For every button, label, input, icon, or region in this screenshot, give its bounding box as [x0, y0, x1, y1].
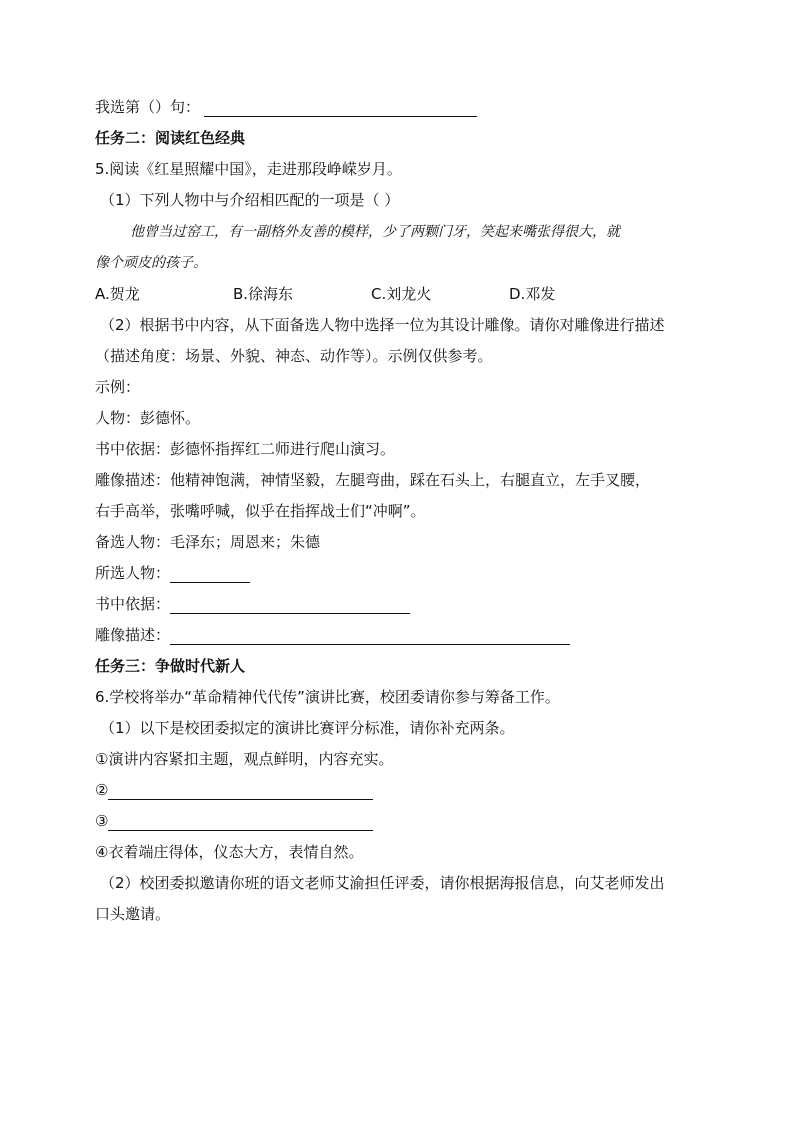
question-6-1: （1）以下是校团委拟定的演讲比赛评分标准，请你补充两条。	[100, 719, 515, 737]
statue-description-line	[95, 625, 570, 645]
choose-line-suffix: ）句：	[155, 98, 201, 116]
question-5: 5.阅读《红星照耀中国》，走进那段峥嵘岁月。	[95, 160, 402, 178]
criteria-item-1: ①演讲内容紧扣主题，观点鲜明，内容充实。	[95, 750, 394, 768]
example-person: 人物：彭德怀。	[95, 409, 201, 427]
question-5-1: （1）下列人物中与介绍相匹配的一项是（ ）	[100, 191, 400, 209]
option-a[interactable]: A.贺龙	[95, 285, 140, 303]
example-label: 示例：	[95, 378, 141, 396]
task3-title: 任务三：争做时代新人	[95, 657, 246, 675]
task2-title: 任务二：阅读红色经典	[95, 129, 246, 147]
criteria-item-3-line	[95, 811, 373, 831]
criteria-item-3-blank[interactable]	[108, 814, 373, 831]
question-5-2-line-1: （2）根据书中内容，从下面备选人物中选择一位为其设计雕像。请你对雕像进行描述	[100, 316, 665, 334]
book-basis-line	[95, 594, 410, 614]
selected-person-line	[95, 563, 250, 583]
example-description-line-1: 雕像描述：他精神饱满，神情坚毅，左腿弯曲，踩在石头上，右腿直立，左手叉腰，	[95, 471, 651, 489]
selected-person-blank[interactable]	[170, 566, 250, 583]
question-6-2-line-1: （2）校团委拟邀请你班的语文老师艾渝担任评委，请你根据海报信息，向艾老师发出	[100, 874, 665, 892]
question-5-2-line-2: （描述角度：场景、外貌、神态、动作等）。示例仅供参考。	[95, 347, 493, 365]
book-basis-label: 书中依据：	[95, 595, 171, 613]
criteria-item-2-marker: ②	[95, 781, 109, 799]
passage-line-1: 他曾当过窑工，有一副格外友善的模样，少了两颗门牙，笑起来嘴张得很大，就	[130, 224, 620, 240]
choose-sentence-blank[interactable]	[204, 100, 477, 117]
option-b[interactable]: B.徐海东	[233, 285, 294, 303]
choose-line-prefix: 我选第（	[95, 98, 156, 116]
option-d[interactable]: D.邓发	[509, 285, 556, 303]
candidate-people: 备选人物：毛泽东；周恩来；朱德	[95, 533, 321, 551]
book-basis-blank[interactable]	[170, 597, 410, 614]
example-basis: 书中依据：彭德怀指挥红二师进行爬山演习。	[95, 440, 396, 458]
criteria-item-2-blank[interactable]	[108, 783, 373, 800]
passage-line-2: 像个顽皮的孩子。	[95, 255, 207, 271]
example-description-line-2: 右手高举，张嘴呼喊，似乎在指挥战士们“冲啊”。	[95, 502, 426, 520]
criteria-item-3-marker: ③	[95, 812, 109, 830]
criteria-item-2-line	[95, 780, 373, 800]
selected-person-label: 所选人物：	[95, 564, 171, 582]
choose-line	[95, 97, 477, 117]
statue-description-blank[interactable]	[170, 628, 570, 645]
statue-description-label: 雕像描述：	[95, 626, 171, 644]
question-6-2-line-2: 口头邀请。	[95, 905, 171, 923]
option-c[interactable]: C.刘龙火	[371, 285, 432, 303]
question-6: 6.学校将举办“革命精神代代传”演讲比赛，校团委请你参与筹备工作。	[95, 688, 560, 706]
criteria-item-4: ④衣着端庄得体，仪态大方，表情自然。	[95, 843, 364, 861]
